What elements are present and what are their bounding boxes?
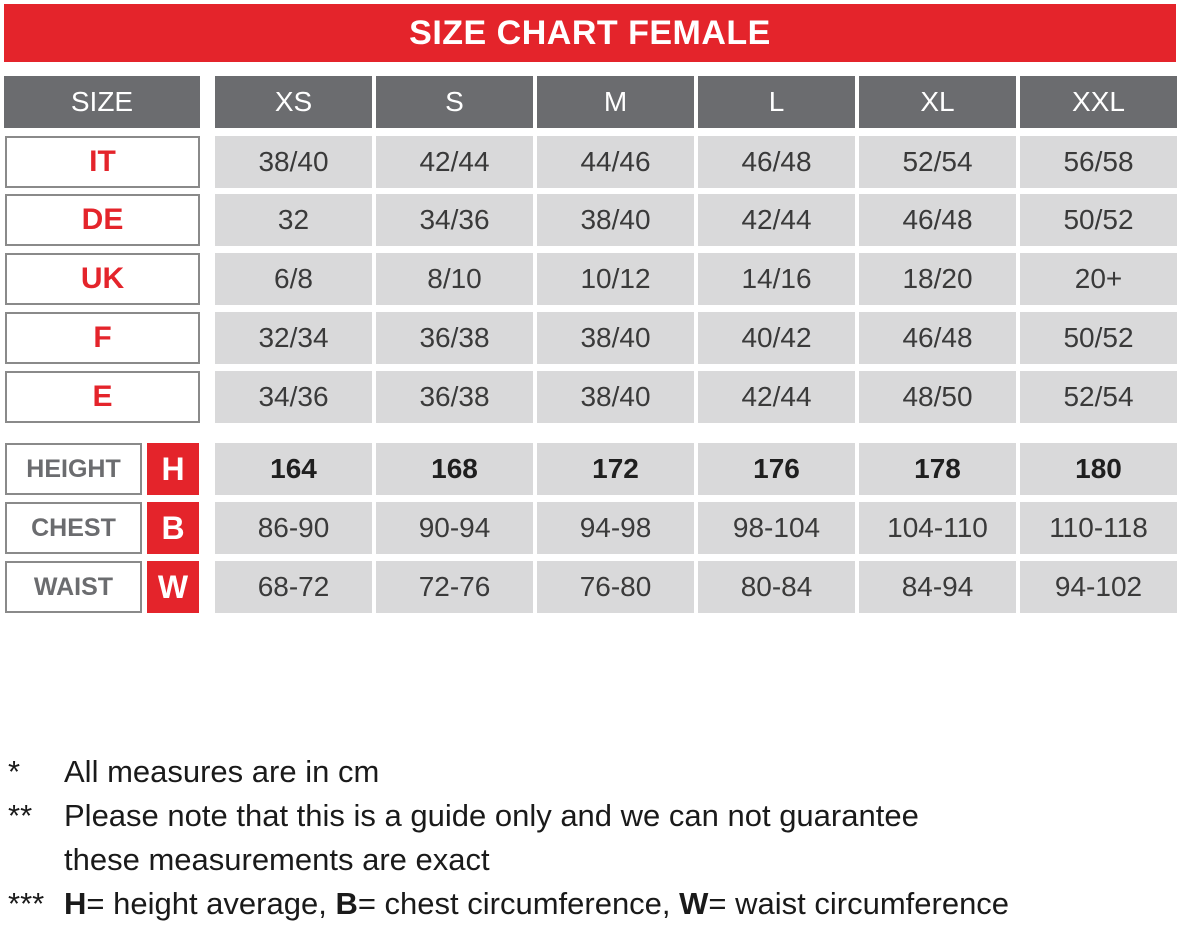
measure-label-chest: CHEST (5, 502, 142, 554)
table-cell: 38/40 (215, 136, 372, 188)
footnote-3-mark: *** (8, 886, 45, 921)
table-cell: 34/36 (376, 194, 533, 246)
table-cell: 46/48 (859, 194, 1016, 246)
table-cell: 98-104 (698, 502, 855, 554)
country-label-it: IT (5, 136, 200, 188)
table-cell: 38/40 (537, 194, 694, 246)
footnote-2 (8, 794, 1198, 838)
table-cell: 32 (215, 194, 372, 246)
table-cell: 42/44 (698, 371, 855, 423)
legend-b-text: = chest circumference, (357, 886, 680, 921)
table-cell: 42/44 (376, 136, 533, 188)
table-cell: 168 (376, 443, 533, 495)
table-cell: 68-72 (215, 561, 372, 613)
table-cell: 94-98 (537, 502, 694, 554)
table-cell: 86-90 (215, 502, 372, 554)
size-header-s: S (376, 76, 533, 128)
table-cell: 94-102 (1020, 561, 1177, 613)
legend-w: W (679, 886, 709, 921)
size-header-xl: XL (859, 76, 1016, 128)
country-label-de: DE (5, 194, 200, 246)
table-cell: 8/10 (376, 253, 533, 305)
footnote-2-text-b: these measurements are exact (64, 842, 490, 877)
table-cell: 56/58 (1020, 136, 1177, 188)
table-cell: 80-84 (698, 561, 855, 613)
measure-label-waist: WAIST (5, 561, 142, 613)
table-cell: 72-76 (376, 561, 533, 613)
table-cell: 14/16 (698, 253, 855, 305)
table-cell: 42/44 (698, 194, 855, 246)
table-cell: 176 (698, 443, 855, 495)
table-cell: 90-94 (376, 502, 533, 554)
legend-h-text: = height average, (86, 886, 336, 921)
table-cell: 52/54 (859, 136, 1016, 188)
size-header-m: M (537, 76, 694, 128)
table-cell: 20+ (1020, 253, 1177, 305)
table-cell: 46/48 (859, 312, 1016, 364)
table-cell: 180 (1020, 443, 1177, 495)
measure-letter-h: H (147, 443, 199, 495)
table-cell: 18/20 (859, 253, 1016, 305)
table-cell: 10/12 (537, 253, 694, 305)
country-label-uk: UK (5, 253, 200, 305)
table-cell: 104-110 (859, 502, 1016, 554)
footnote-1-text: All measures are in cm (64, 754, 380, 789)
size-header-xs: XS (215, 76, 372, 128)
footnote-3-text (64, 882, 1009, 926)
footnote-2-text-a: Please note that this is a guide only and we can not guarantee (64, 798, 919, 833)
measure-letter-b: B (147, 502, 199, 554)
table-cell: 84-94 (859, 561, 1016, 613)
country-label-f: F (5, 312, 200, 364)
table-cell: 40/42 (698, 312, 855, 364)
size-header-label: SIZE (4, 76, 200, 128)
table-cell: 38/40 (537, 312, 694, 364)
table-cell: 52/54 (1020, 371, 1177, 423)
legend-b: B (335, 886, 358, 921)
table-cell: 36/38 (376, 312, 533, 364)
footnotes (8, 750, 1198, 926)
table-cell: 48/50 (859, 371, 1016, 423)
table-cell: 164 (215, 443, 372, 495)
footnote-2-continued (8, 838, 1198, 882)
size-header-l: L (698, 76, 855, 128)
table-cell: 178 (859, 443, 1016, 495)
legend-w-text: = waist circumference (708, 886, 1010, 921)
table-cell: 6/8 (215, 253, 372, 305)
table-cell: 32/34 (215, 312, 372, 364)
page-title: SIZE CHART FEMALE (4, 4, 1176, 62)
country-label-e: E (5, 371, 200, 423)
table-cell: 50/52 (1020, 312, 1177, 364)
size-header-xxl: XXL (1020, 76, 1177, 128)
footnote-1 (8, 750, 1198, 794)
table-cell: 44/46 (537, 136, 694, 188)
table-cell: 36/38 (376, 371, 533, 423)
footnote-3 (8, 882, 1198, 926)
footnote-2-mark: ** (8, 798, 33, 833)
measure-label-height: HEIGHT (5, 443, 142, 495)
table-cell: 110-118 (1020, 502, 1177, 554)
legend-h: H (64, 886, 87, 921)
table-cell: 172 (537, 443, 694, 495)
table-cell: 76-80 (537, 561, 694, 613)
table-cell: 46/48 (698, 136, 855, 188)
measure-letter-w: W (147, 561, 199, 613)
footnote-1-mark: * (8, 754, 21, 789)
table-cell: 38/40 (537, 371, 694, 423)
table-cell: 34/36 (215, 371, 372, 423)
table-cell: 50/52 (1020, 194, 1177, 246)
